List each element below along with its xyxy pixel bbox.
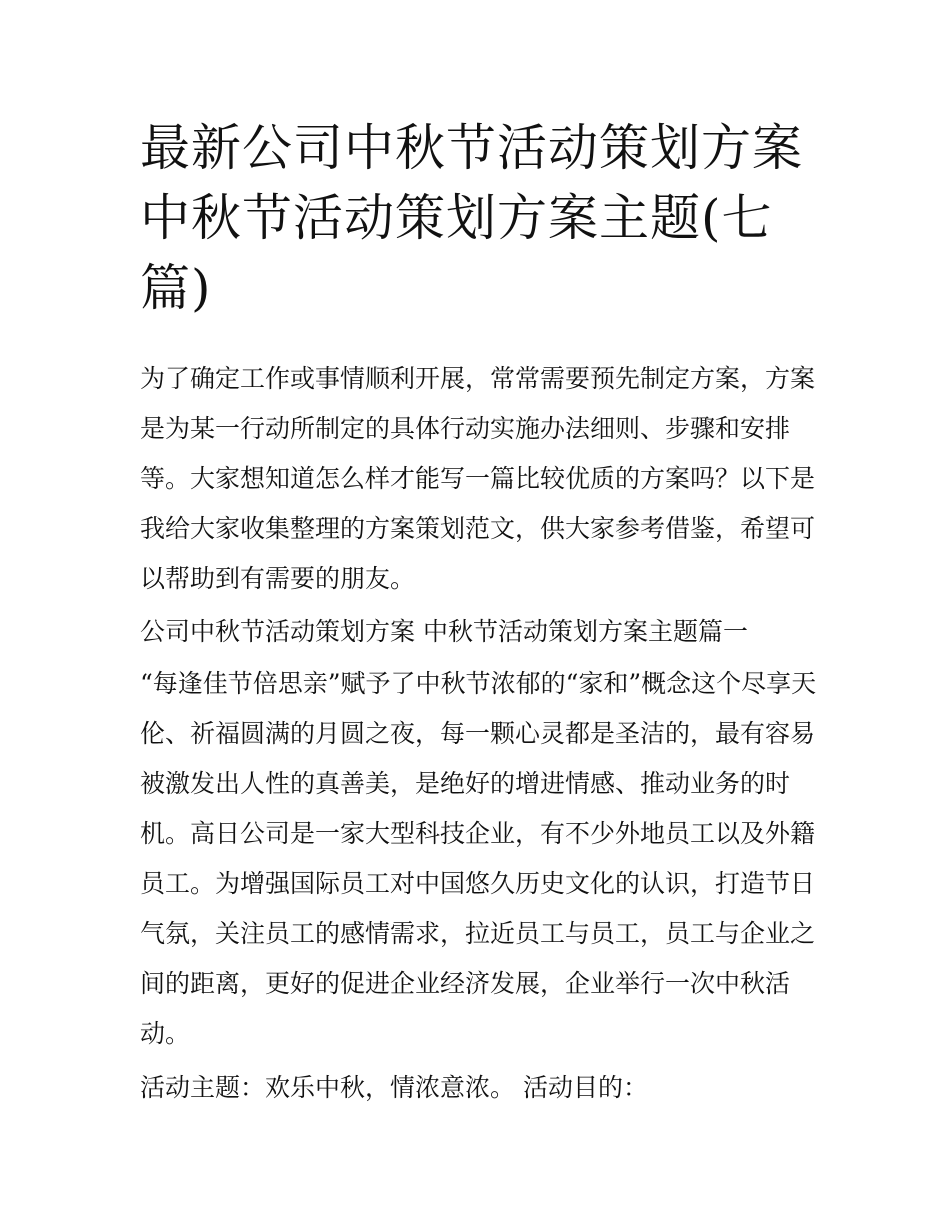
- document-title: [140, 113, 820, 323]
- activity-theme-line: 活动主题：欢乐中秋，情浓意浓。 活动目的：: [140, 1073, 648, 1102]
- intro-line-4: 我给大家收集整理的方案策划范文，供大家参考借鉴，希望可: [140, 514, 816, 543]
- body-line-6: 气氛，关注员工的感情需求，拉近员工与员工，员工与企业之: [140, 919, 816, 948]
- body-line-4: 机。高日公司是一家大型科技企业，有不少外地员工以及外籍: [140, 819, 816, 848]
- body-line-3: 被激发出人性的真善美，是绝好的增进情感、推动业务的时: [140, 769, 791, 798]
- title-line-3: 篇): [140, 259, 212, 317]
- body-line-5: 员工。为增强国际员工对中国悠久历史文化的认识，打造节日: [140, 869, 816, 898]
- title-line-2: 中秋节活动策划方案主题(七: [140, 189, 773, 247]
- body-line-1: “每逢佳节倍思亲”赋予了中秋节浓郁的“家和”概念这个尽享天: [140, 669, 817, 698]
- intro-line-5: 以帮助到有需要的朋友。: [140, 564, 416, 593]
- title-line-1: 最新公司中秋节活动策划方案: [140, 119, 803, 177]
- intro-line-2: 是为某一行动所制定的具体行动实施办法细则、步骤和安排: [140, 414, 791, 443]
- intro-line-1: 为了确定工作或事情顺利开展，常常需要预先制定方案，方案: [140, 364, 816, 393]
- body-line-2: 伦、祈福圆满的月圆之夜，每一颗心灵都是圣洁的，最有容易: [140, 719, 816, 748]
- section-heading: 公司中秋节活动策划方案 中秋节活动策划方案主题篇一: [140, 617, 748, 646]
- intro-line-3: 等。大家想知道怎么样才能写一篇比较优质的方案吗？以下是: [140, 464, 816, 493]
- body-line-8: 动。: [140, 1019, 191, 1048]
- body-line-7: 间的距离，更好的促进企业经济发展，企业举行一次中秋活: [140, 969, 791, 998]
